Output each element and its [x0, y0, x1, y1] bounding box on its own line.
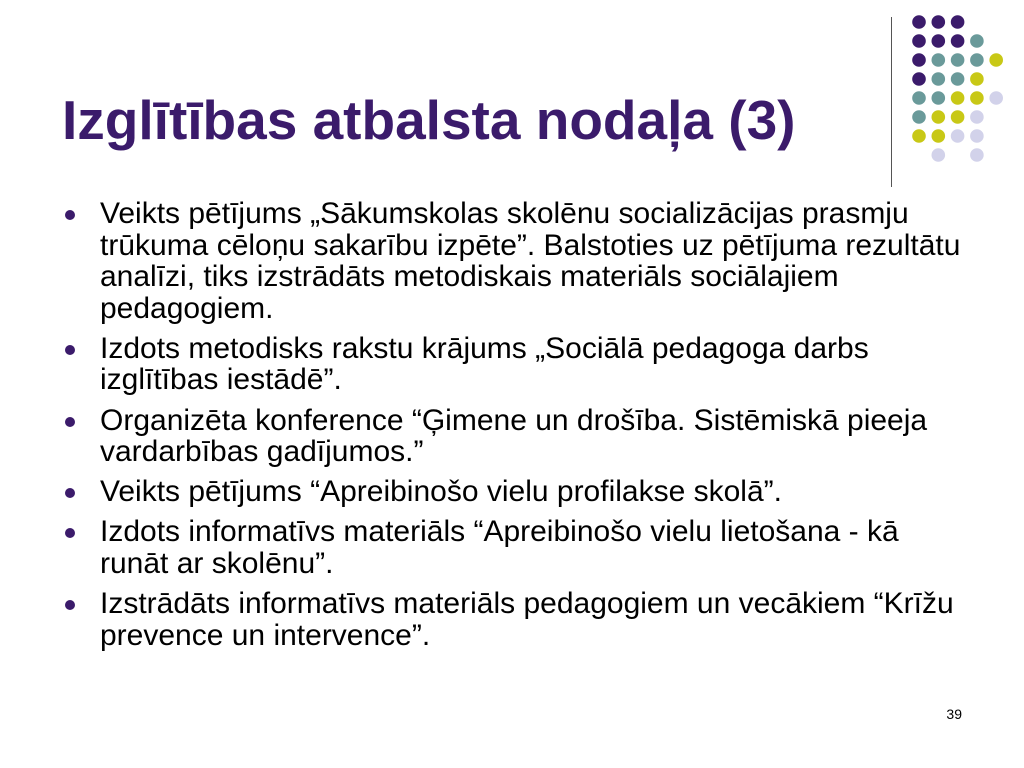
decor-dot-lavender	[970, 110, 984, 124]
bullet-dot-icon	[65, 528, 75, 538]
slide-title: Izglītības atbalsta nodaļa (3)	[62, 89, 796, 151]
bullet-item	[100, 476, 960, 508]
bullet-text-line: izglītības iestādē”.	[100, 363, 342, 397]
bullet-dot-icon	[65, 210, 75, 220]
bullet-list	[100, 198, 960, 660]
decor-dot-teal	[912, 91, 926, 105]
bullet-dot-icon	[65, 345, 75, 355]
bullet-text-line: Izdots metodisks rakstu krājums „Sociālā pedagoga darbs	[100, 331, 869, 365]
bullet-text-line: Izdots informatīvs materiāls “Apreibinošo vielu lietošana - kā	[100, 515, 899, 549]
decor-dot-purple	[932, 15, 946, 29]
decor-dot-lavender	[989, 91, 1003, 105]
page-number: 39	[946, 706, 962, 722]
decor-dot-teal	[970, 53, 984, 67]
bullet-item	[100, 333, 960, 396]
decor-dot-lavender	[970, 148, 984, 162]
decor-dot-yellow	[989, 53, 1003, 67]
decor-dot-teal	[932, 53, 946, 67]
decor-dot-yellow	[970, 91, 984, 105]
decor-dot-teal	[912, 110, 926, 124]
decor-dot-yellow	[932, 110, 946, 124]
bullet-dot-icon	[65, 417, 75, 427]
bullet-text-line: runāt ar skolēnu”.	[100, 546, 334, 580]
bullet-item	[100, 198, 960, 324]
decor-dot-purple	[932, 34, 946, 48]
decor-dot-yellow	[970, 72, 984, 86]
decor-dot-purple	[912, 15, 926, 29]
decor-dot-lavender	[951, 129, 965, 143]
decor-dot-teal	[932, 72, 946, 86]
bullet-item	[100, 588, 960, 651]
decor-dot-purple	[912, 53, 926, 67]
dot-grid-icon	[905, 10, 1010, 170]
bullet-item	[100, 516, 960, 579]
decor-dot-yellow	[932, 129, 946, 143]
bullet-text-line: pedagogiem.	[100, 291, 274, 325]
decor-dot-teal	[951, 53, 965, 67]
bullet-text-line: prevence un intervence”.	[100, 618, 431, 652]
bullet-item	[100, 405, 960, 468]
decor-dot-lavender	[970, 129, 984, 143]
decor-dot-teal	[970, 34, 984, 48]
bullet-text-line: trūkuma cēloņu sakarību izpēte”. Balstoties uz pētījuma rezultātu	[100, 228, 961, 262]
bullet-dot-icon	[65, 488, 75, 498]
bullet-text-line: vardarbības gadījumos.”	[100, 435, 424, 469]
bullet-text-line: Veikts pētījums “Apreibinošo vielu profilakse skolā”.	[100, 475, 782, 509]
decor-dot-teal	[932, 91, 946, 105]
bullet-dot-icon	[65, 600, 75, 610]
decor-dot-purple	[951, 15, 965, 29]
bullet-text-line: Izstrādāts informatīvs materiāls pedagogiem un vecākiem “Krīžu	[100, 587, 954, 621]
decor-dot-yellow	[912, 129, 926, 143]
decor-dot-purple	[912, 34, 926, 48]
decor-dot-teal	[951, 72, 965, 86]
decor-dot-yellow	[951, 91, 965, 105]
decor-dot-yellow	[951, 110, 965, 124]
decor-dot-lavender	[932, 148, 946, 162]
bullet-text-line: Organizēta konference “Ģimene un drošība. Sistēmiskā pieeja	[100, 403, 928, 437]
bullet-text-line: analīzi, tiks izstrādāts metodiskais materiāls sociālajiem	[100, 260, 839, 294]
title-divider-line	[891, 17, 892, 187]
decor-dot-purple	[951, 34, 965, 48]
decor-dot-purple	[912, 72, 926, 86]
bullet-text-line: Veikts pētījums „Sākumskolas skolēnu socializācijas prasmju	[100, 197, 909, 230]
